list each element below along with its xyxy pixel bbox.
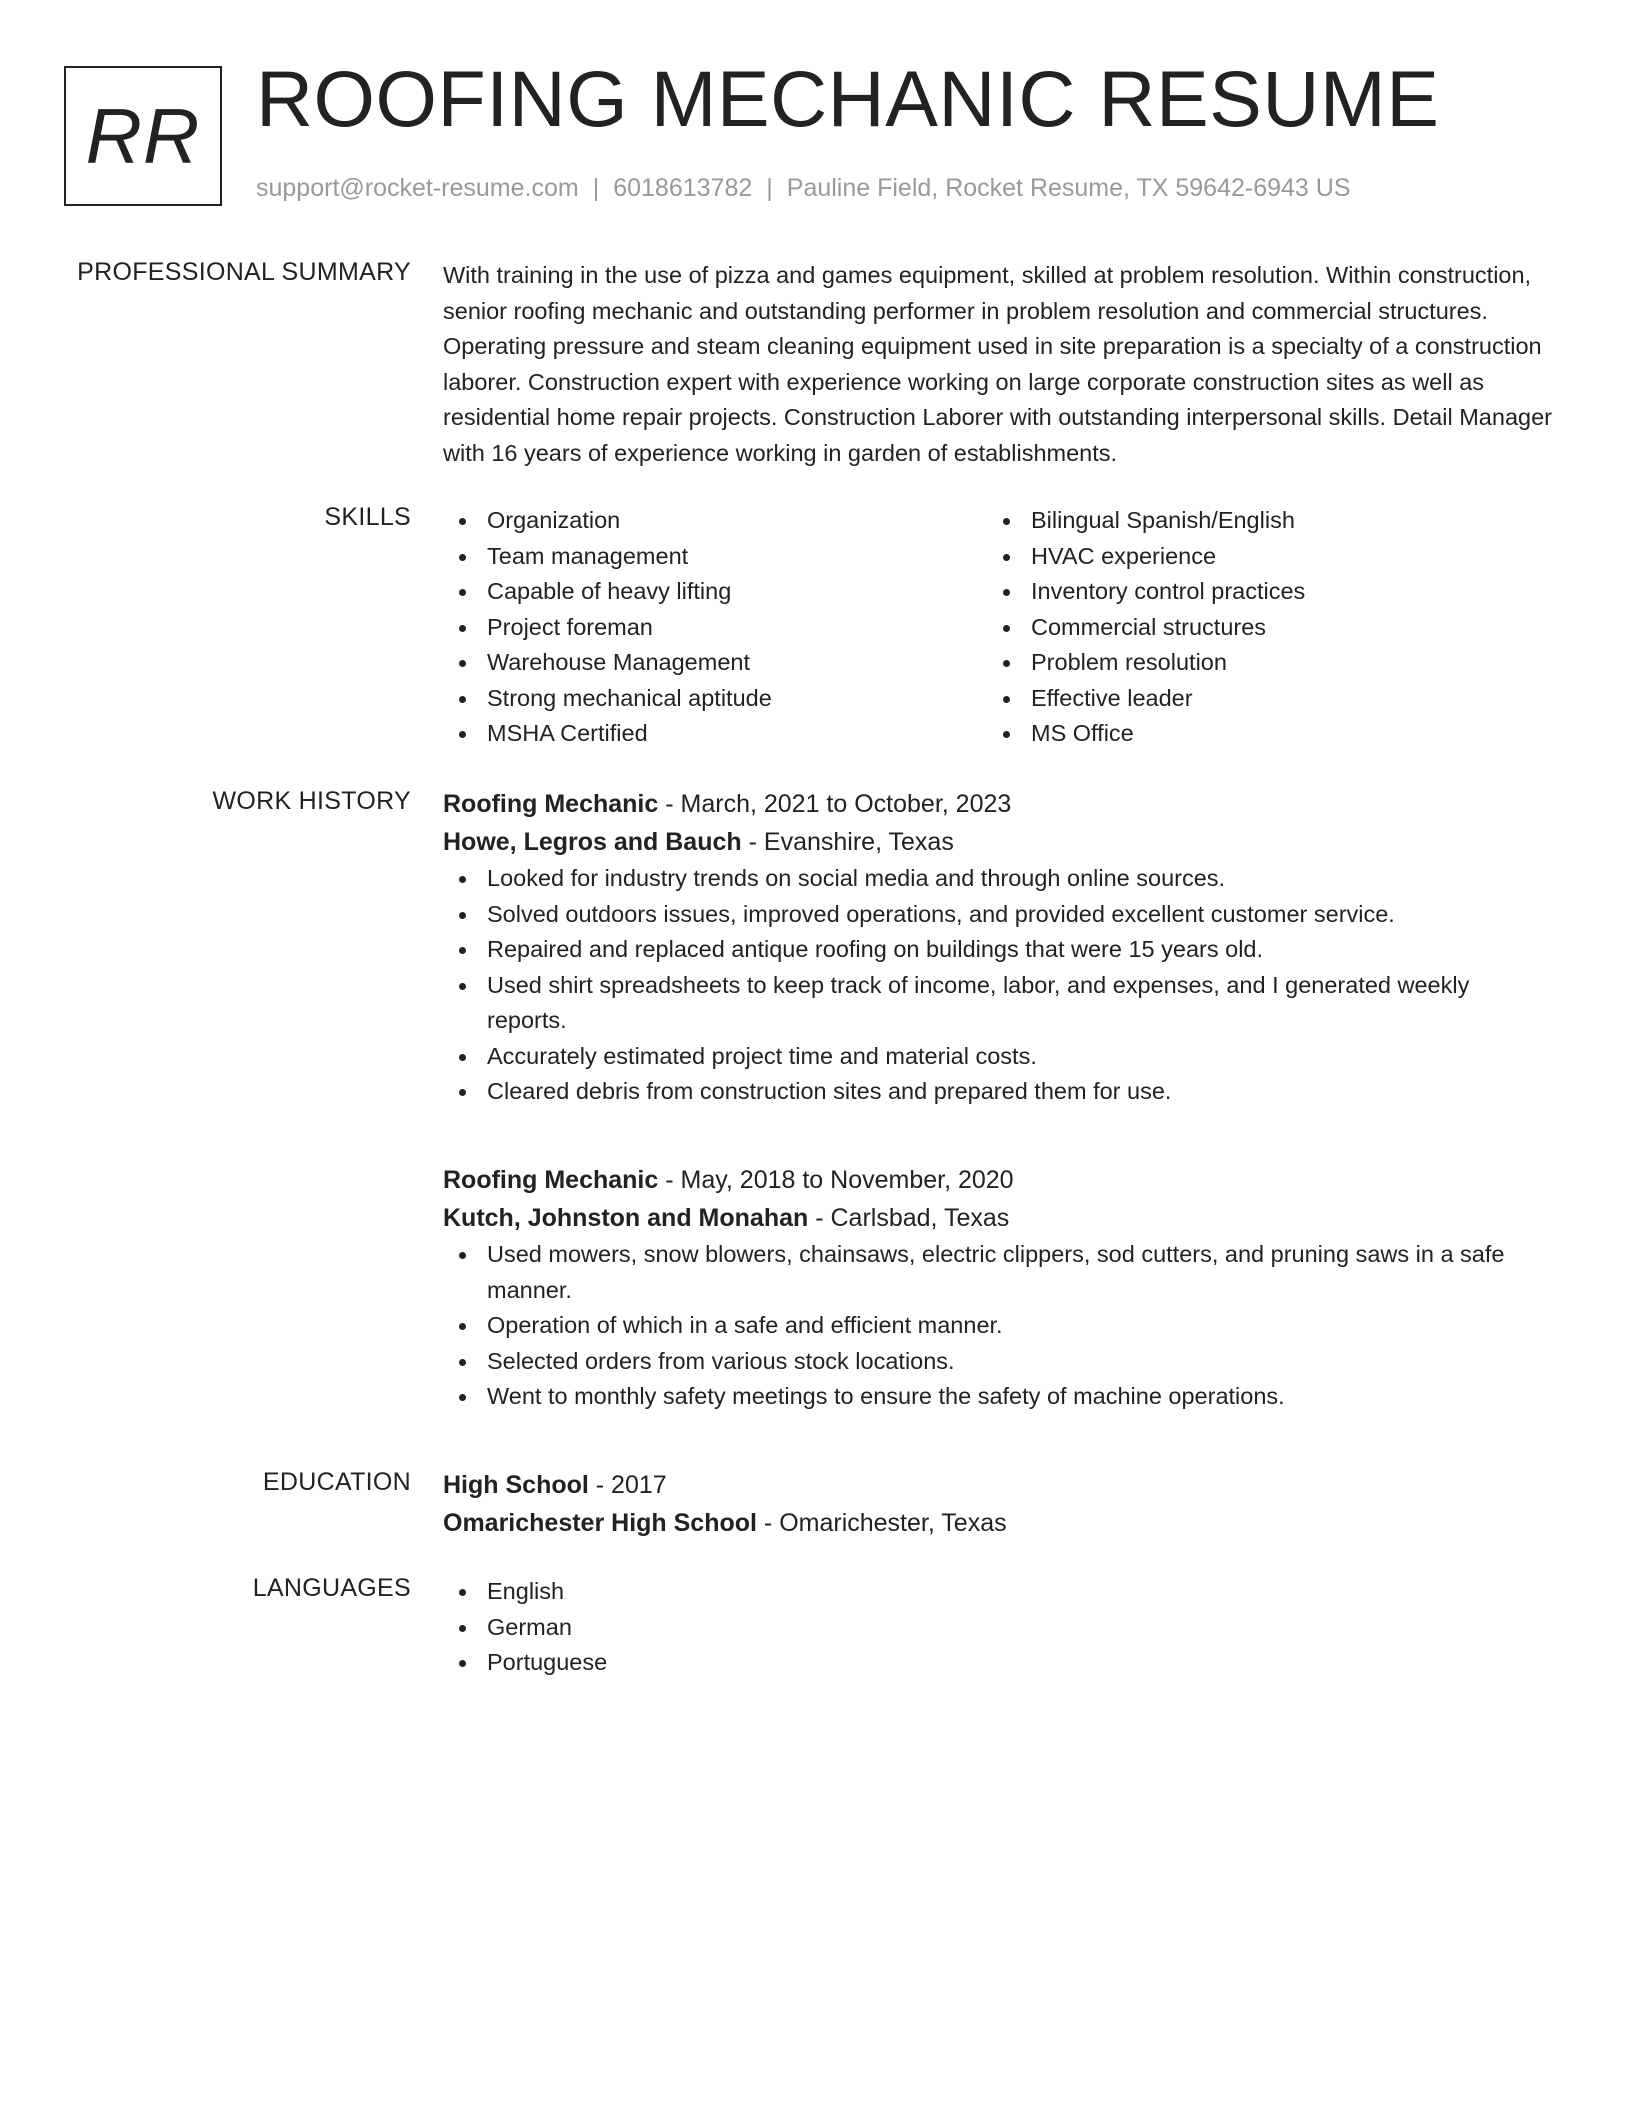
skill-item: HVAC experience [987, 539, 1531, 575]
skill-item: Inventory control practices [987, 574, 1531, 610]
skill-item: Problem resolution [987, 645, 1531, 681]
contact-phone: 6018613782 [613, 174, 753, 202]
separator: | [766, 174, 773, 202]
skill-item: Capable of heavy lifting [443, 574, 987, 610]
skill-item: Strong mechanical aptitude [443, 681, 987, 717]
job-duty: Repaired and replaced antique roofing on buildings that were 15 years old. [443, 932, 1555, 968]
languages-body [443, 1574, 1555, 1681]
monogram-logo: RR [64, 66, 222, 206]
skill-item: Team management [443, 539, 987, 575]
skill-item: MS Office [987, 716, 1531, 752]
job-title-line [443, 1161, 1555, 1199]
language-item: Portuguese [443, 1645, 1555, 1681]
job-duty: Used shirt spreadsheets to keep track of income, labor, and expenses, and I generated weekly reports. [443, 968, 1555, 1039]
summary-text: With training in the use of pizza and games equipment, skilled at problem resolution. Within construction, senior roofing mechanic and outstanding performer in problem resolution and commercial structures. Operating pressure and steam cleaning equipment used in site preparation is a specialty of a construction laborer. Construction expert with experience working on large corporate construction sites as well as residential home repair projects. Construction Laborer with outstanding interpersonal skills. Detail Manager with 16 years of experience working in garden of establishments. [443, 262, 1552, 466]
skills-heading: SKILLS [324, 503, 411, 531]
contact-address: Pauline Field, Rocket Resume, TX 59642-6943 US [786, 174, 1351, 202]
degree-line [443, 1466, 1555, 1504]
skill-item: Warehouse Management [443, 645, 987, 681]
job-company-line [443, 823, 1555, 861]
skill-item: Organization [443, 503, 987, 539]
skill-item: Effective leader [987, 681, 1531, 717]
resume-title: ROOFING MECHANIC RESUME [256, 54, 1440, 143]
skills-body [443, 503, 1555, 752]
job-entry [443, 785, 1555, 1110]
education-entry [443, 1466, 1555, 1542]
education-heading: EDUCATION [262, 1468, 411, 1496]
school-line [443, 1504, 1555, 1542]
skill-item: Project foreman [443, 610, 987, 646]
language-item: German [443, 1610, 1555, 1646]
job-title: Roofing Mechanic [443, 790, 659, 818]
job-dates: - March, 2021 to October, 2023 [665, 790, 1012, 818]
job-company: Howe, Legros and Bauch [443, 828, 742, 856]
job-title-line [443, 785, 1555, 823]
job-duty: Looked for industry trends on social media and through online sources. [443, 861, 1555, 897]
job-location: - Evanshire, Texas [748, 828, 954, 856]
job-duty: Went to monthly safety meetings to ensure the safety of machine operations. [443, 1379, 1555, 1415]
skills-list-right [987, 503, 1531, 752]
separator: | [592, 174, 600, 202]
job-company: Kutch, Johnston and Monahan [443, 1204, 809, 1232]
summary-heading: PROFESSIONAL SUMMARY [77, 258, 411, 286]
job-duty: Selected orders from various stock locations. [443, 1344, 1555, 1380]
job-company-line [443, 1199, 1555, 1237]
job-entry [443, 1161, 1555, 1415]
job-duty: Used mowers, snow blowers, chainsaws, electric clippers, sod cutters, and pruning saws in a safe manner. [443, 1237, 1555, 1308]
graduation-year: - 2017 [595, 1471, 667, 1499]
languages-list [443, 1574, 1555, 1681]
degree: High School [443, 1471, 589, 1499]
job-duties-list [443, 1237, 1555, 1415]
job-title: Roofing Mechanic [443, 1166, 659, 1194]
skill-item: Commercial structures [987, 610, 1531, 646]
job-dates: - May, 2018 to November, 2020 [665, 1166, 1014, 1194]
job-duty: Cleared debris from construction sites and prepared them for use. [443, 1074, 1555, 1110]
school-name: Omarichester High School [443, 1509, 757, 1537]
job-duty: Accurately estimated project time and material costs. [443, 1039, 1555, 1075]
job-location: - Carlsbad, Texas [815, 1204, 1010, 1232]
skill-item: Bilingual Spanish/English [987, 503, 1531, 539]
languages-heading: LANGUAGES [252, 1574, 411, 1602]
language-item: English [443, 1574, 1555, 1610]
work-history-heading: WORK HISTORY [212, 787, 411, 815]
job-duty: Solved outdoors issues, improved operations, and provided excellent customer service. [443, 897, 1555, 933]
job-duties-list [443, 861, 1555, 1110]
skills-list-left [443, 503, 987, 752]
contact-email: support@rocket-resume.com [256, 174, 579, 202]
skill-item: MSHA Certified [443, 716, 987, 752]
contact-line [256, 172, 1351, 205]
job-duty: Operation of which in a safe and efficient manner. [443, 1308, 1555, 1344]
school-location: - Omarichester, Texas [763, 1509, 1007, 1537]
